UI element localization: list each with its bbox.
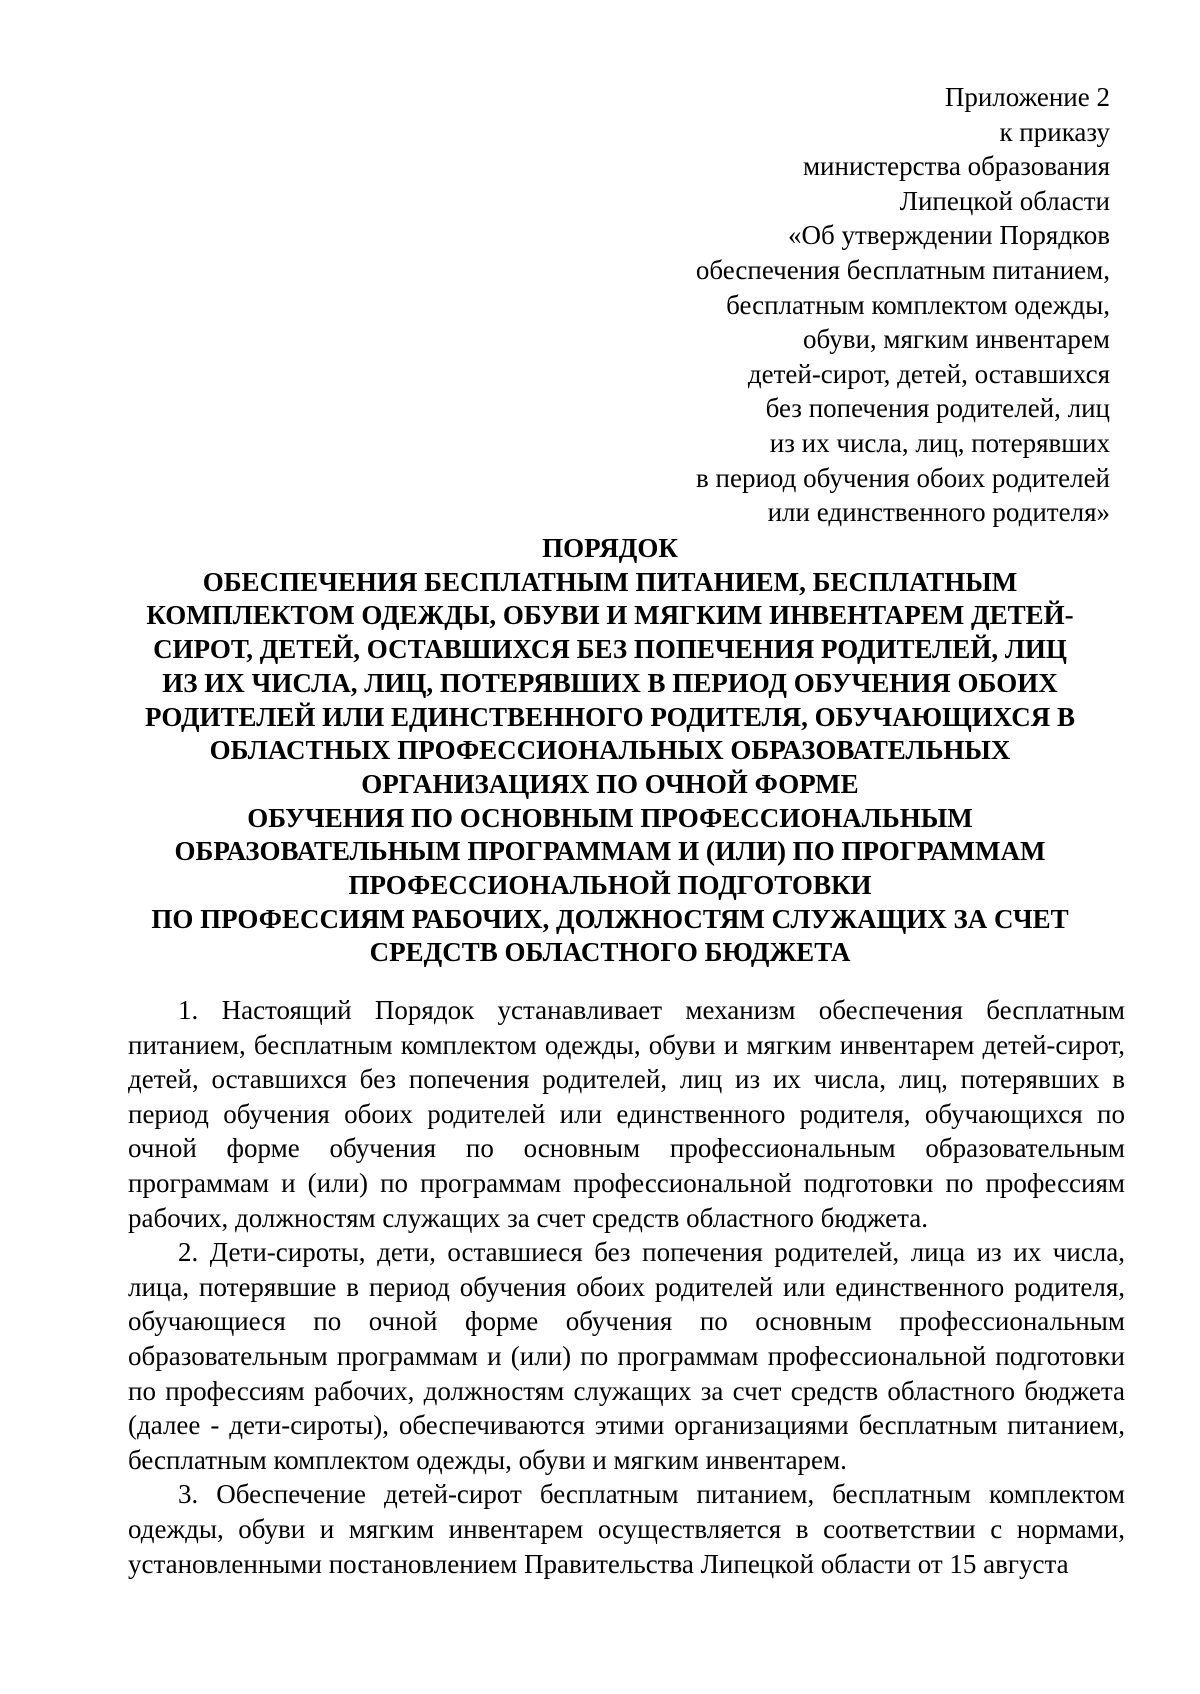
appendix-line: обуви, мягким инвентарем bbox=[803, 324, 1110, 355]
title-line: ОБУЧЕНИЯ ПО ОСНОВНЫМ ПРОФЕССИОНАЛЬНЫМ bbox=[247, 802, 973, 833]
document-title bbox=[120, 532, 1100, 970]
appendix-line: из их числа, лиц, потерявших bbox=[769, 427, 1110, 458]
title-line: ОБЕСПЕЧЕНИЯ БЕСПЛАТНЫМ ПИТАНИЕМ, БЕСПЛАТНЫМ bbox=[202, 566, 1018, 597]
document-body bbox=[128, 993, 1125, 1581]
title-line: ОРГАНИЗАЦИЯХ ПО ОЧНОЙ ФОРМЕ bbox=[361, 768, 859, 799]
appendix-line: Липецкой области bbox=[899, 185, 1110, 216]
appendix-line: «Об утверждении Порядков bbox=[788, 220, 1110, 251]
title-line: КОМПЛЕКТОМ ОДЕЖДЫ, ОБУВИ И МЯГКИМ ИНВЕНТАРЕМ ДЕТЕЙ- bbox=[146, 600, 1074, 631]
appendix-line: без попечения родителей, лиц bbox=[765, 393, 1110, 424]
appendix-line: бесплатным комплектом одежды, bbox=[726, 289, 1110, 320]
title-line: РОДИТЕЛЕЙ ИЛИ ЕДИНСТВЕННОГО РОДИТЕЛЯ, ОБУЧАЮЩИХСЯ В bbox=[144, 701, 1075, 732]
appendix-line: министерства образования bbox=[802, 151, 1110, 182]
title-line: ОБЛАСТНЫХ ПРОФЕССИОНАЛЬНЫХ ОБРАЗОВАТЕЛЬНЫХ bbox=[209, 735, 1011, 766]
appendix-line: обеспечения бесплатным питанием, bbox=[695, 254, 1110, 285]
appendix-line: детей-сирот, детей, оставшихся bbox=[747, 358, 1110, 389]
appendix-line: Приложение 2 bbox=[944, 82, 1110, 112]
title-line: ПРОФЕССИОНАЛЬНОЙ ПОДГОТОВКИ bbox=[348, 870, 872, 901]
title-line: ОБРАЗОВАТЕЛЬНЫМ ПРОГРАММАМ И (ИЛИ) ПО ПРОГРАММАМ bbox=[174, 836, 1046, 867]
paragraph-1: 1. Настоящий Порядок устанавливает механизм обеспечения бесплатным питанием, бесплатным комплектом одежды, обуви и мягким инвентарем детей-сирот, детей, оставшихся без попечения родителей, лиц из их числа, лиц, потерявших в период обучения обоих родителей или единственного родителя, обучающихся по очной форме обучения по основным профессиональным образовательным программам и (или) по программам профессиональной подготовки по профессиям рабочих, должностям служащих за счет средств областного бюджета. bbox=[128, 995, 1125, 1233]
title-line: ИЗ ИХ ЧИСЛА, ЛИЦ, ПОТЕРЯВШИХ В ПЕРИОД ОБУЧЕНИЯ ОБОИХ bbox=[162, 667, 1058, 698]
appendix-line: или единственного родителя» bbox=[767, 497, 1110, 528]
title-line: ПО ПРОФЕССИЯМ РАБОЧИХ, ДОЛЖНОСТЯМ СЛУЖАЩИХ ЗА СЧЕТ bbox=[151, 903, 1069, 934]
title-line: СИРОТ, ДЕТЕЙ, ОСТАВШИХСЯ БЕЗ ПОПЕЧЕНИЯ РОДИТЕЛЕЙ, ЛИЦ bbox=[153, 634, 1067, 665]
paragraph-3: 3. Обеспечение детей-сирот бесплатным питанием, бесплатным комплектом одежды, обуви и мягким инвентарем осуществляется в соответствии с нормами, установленными постановлением Правительства Липецкой области от 15 августа bbox=[128, 1479, 1125, 1579]
appendix-line: к приказу bbox=[999, 116, 1110, 147]
title-line: ПОРЯДОК bbox=[542, 533, 678, 563]
paragraph-2: 2. Дети-сироты, дети, оставшиеся без попечения родителей, лица из их числа, лица, потерявшие в период обучения обоих родителей или единственного родителя, обучающиеся по очной форме обучения по основным профессиональным образовательным программам и (или) по программам профессиональной подготовки по профессиям рабочих, должностям служащих за счет средств областного бюджета (далее - дети-сироты), обеспечиваются этими организациями бесплатным питанием, бесплатным комплектом одежды, обуви и мягким инвентарем. bbox=[128, 1237, 1125, 1475]
title-line: СРЕДСТВ ОБЛАСТНОГО БЮДЖЕТА bbox=[369, 937, 851, 968]
appendix-line: в период обучения обоих родителей bbox=[696, 462, 1110, 493]
appendix-reference bbox=[696, 80, 1110, 530]
